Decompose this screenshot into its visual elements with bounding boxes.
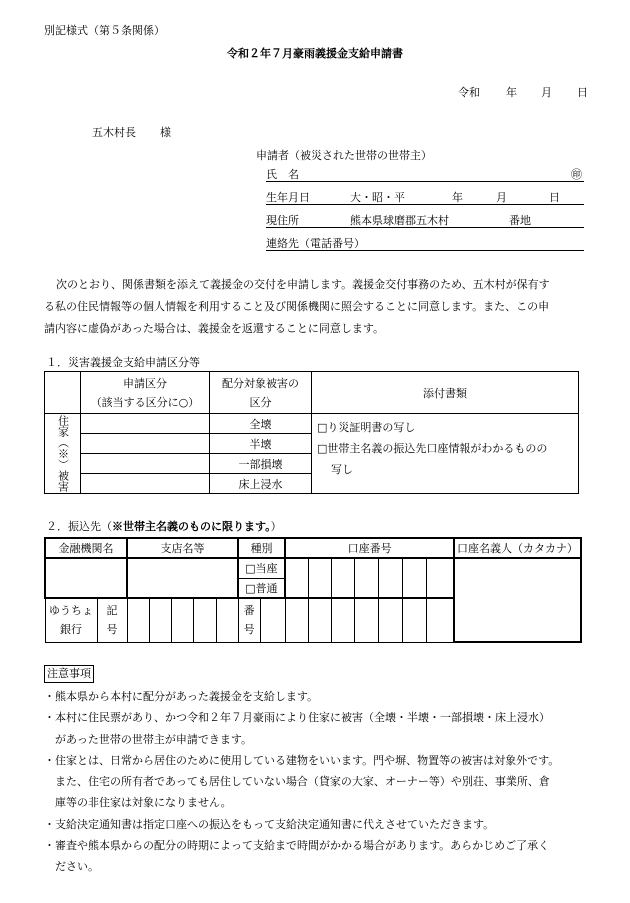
apply-category-title: 申請区分 [123, 376, 167, 390]
apply-cell-half-destruction[interactable] [81, 434, 210, 454]
date-month-label: 月 [541, 86, 552, 99]
damage-category-subtitle: 区分 [249, 395, 272, 409]
attachment-bank-info-cont: 写し [331, 463, 353, 476]
bank-account-table [44, 537, 455, 643]
apply-cell-full-destruction[interactable] [81, 414, 210, 434]
bank-name-header: 金融機関名 [45, 538, 127, 558]
note-line: ・本村に住民票があり、かつ令和２年７月豪雨により住家に被害（全壊・半壊・一部損壊・床上浸水） [44, 711, 550, 725]
yucho-number-label [238, 598, 260, 642]
yucho-symbol-label [97, 598, 127, 642]
apply-cell-flooding[interactable] [81, 474, 210, 494]
section2-heading [46, 518, 282, 534]
yucho-number-digit-7[interactable] [402, 598, 426, 642]
yucho-number-digit-5[interactable] [354, 598, 378, 642]
header-blank-cell [45, 372, 81, 414]
intro-paragraph [44, 274, 550, 340]
address-value: 熊本県球磨郡五木村 [350, 214, 449, 227]
apply-cell-partial-damage[interactable] [81, 454, 210, 474]
notes-heading: 注意事項 [44, 665, 94, 683]
account-digit-3[interactable] [331, 558, 354, 598]
account-holder-header: 口座名義人（カタカナ） [454, 538, 581, 558]
yucho-bank-label [45, 598, 97, 642]
damage-type-full: 全壊 [210, 414, 312, 434]
application-category-table [44, 371, 579, 494]
account-digit-1[interactable] [285, 558, 308, 598]
damage-type-flood: 床上浸水 [210, 474, 312, 494]
account-number-header: 口座番号 [285, 538, 454, 558]
address-field[interactable] [266, 210, 584, 228]
account-type-header: 種別 [238, 538, 285, 558]
attachment-bank-info[interactable]: □世帯主名義の振込先口座情報がわかるものの [317, 442, 548, 455]
phone-field[interactable] [266, 233, 584, 251]
account-type-current[interactable]: □当座 [238, 558, 285, 578]
apply-category-header [81, 372, 210, 414]
section2-heading-emphasis: ※世帯主名義のものに限ります。 [112, 520, 271, 533]
kigo-line2: 号 [106, 623, 118, 637]
branch-name-header: 支店名等 [127, 538, 238, 558]
section2-heading-prefix: ２．振込先（ [46, 520, 112, 533]
kigo-line1: 記 [106, 604, 118, 618]
account-holder-table [453, 537, 582, 643]
address-label: 現住所 [266, 214, 299, 227]
intro-line: 請内容に虚偽があった場合は、義援金を返還することに同意します。 [44, 322, 385, 335]
yucho-symbol-digit-3[interactable] [171, 598, 193, 642]
birthdate-label: 生年月日 [266, 191, 310, 204]
bank-name-input[interactable] [45, 558, 127, 598]
birthdate-day-label: 日 [549, 191, 560, 204]
damage-category-header [210, 372, 312, 414]
yucho-symbol-digit-1[interactable] [127, 598, 149, 642]
birthdate-month-label: 月 [496, 191, 507, 204]
birthdate-year-label: 年 [452, 191, 463, 204]
yucho-symbol-digit-4[interactable] [193, 598, 216, 642]
seal-mark: ㊞ [571, 168, 582, 181]
damage-type-half: 半壊 [210, 434, 312, 454]
intro-line: 次のとおり、関係書類を添えて義援金の交付を申請します。義援金交付事務のため、五木村が保有す [56, 278, 550, 291]
phone-label: 連絡先（電話番号） [266, 237, 365, 250]
birthdate-field[interactable] [266, 187, 584, 205]
account-digit-7[interactable] [426, 558, 454, 598]
date-era: 令和 [458, 86, 480, 99]
yucho-number-digit-6[interactable] [378, 598, 402, 642]
applicant-heading: 申請者（被災された世帯の世帯主） [256, 149, 432, 162]
damage-category-title: 配分対象被害の [222, 376, 299, 390]
damage-type-partial: 一部損壊 [210, 454, 312, 474]
page-title: 令和２年７月豪雨義援金支給申請書 [227, 47, 403, 60]
yucho-symbol-digit-5[interactable] [216, 598, 238, 642]
intro-line: る私の住民情報等の個人情報を利用すること及び関係機関に照会することに同意します。また、この申 [44, 300, 550, 313]
applicant-name-label: 氏 名 [266, 168, 299, 181]
section2-heading-suffix: ） [270, 520, 282, 533]
account-digit-6[interactable] [402, 558, 426, 598]
date-day-label: 日 [577, 86, 588, 99]
note-line: ・熊本県から本村に配分があった義援金を支給します。 [44, 690, 319, 703]
yucho-number-digit-1[interactable] [260, 598, 285, 642]
yucho-symbol-digit-2[interactable] [149, 598, 171, 642]
apply-category-note: （該当する区分に○） [90, 395, 200, 409]
note-line: があった世帯の世帯主が申請できます。 [44, 732, 253, 746]
notes-list [44, 686, 559, 878]
addressee-honorific: 様 [160, 126, 171, 139]
yucho-label-line1: ゆうちょ [49, 604, 93, 618]
account-type-savings[interactable]: □普通 [238, 578, 285, 598]
account-holder-input[interactable] [454, 558, 581, 642]
bango-line2: 号 [243, 623, 255, 637]
note-line: ださい。 [44, 860, 99, 874]
yucho-number-digit-8[interactable] [426, 598, 454, 642]
form-reference: 別記様式（第５条関係） [44, 24, 165, 37]
yucho-number-digit-2[interactable] [285, 598, 308, 642]
note-line: 庫等の非住家は対象になりません。 [44, 796, 232, 810]
note-line: ・審査や熊本県からの配分の時期によって支給まで時間がかかる場合があります。あらかじめご了承く [44, 839, 550, 853]
yucho-label-line2: 銀行 [60, 623, 82, 637]
note-line: ・住家とは、日常から居住のために使用している建物をいいます。門や塀、物置等の被害は対象外です。 [44, 753, 560, 767]
account-digit-5[interactable] [378, 558, 402, 598]
note-line: また、住宅の所有者であっても居住していない場合（貸家の大家、オーナー等）や別荘、事業所、倉 [44, 775, 550, 789]
bango-line1: 番 [243, 604, 255, 618]
yucho-number-digit-3[interactable] [308, 598, 331, 642]
account-digit-4[interactable] [354, 558, 378, 598]
address-suffix: 番地 [509, 214, 531, 227]
housing-damage-label: 住家（※）被害 [56, 415, 70, 492]
account-digit-2[interactable] [308, 558, 331, 598]
branch-name-input[interactable] [127, 558, 238, 598]
attachments-cell [312, 414, 579, 494]
attachment-disaster-certificate[interactable]: □り災証明書の写し [317, 421, 416, 434]
date-year-label: 年 [506, 86, 517, 99]
applicant-name-field[interactable] [266, 164, 584, 182]
yucho-number-digit-4[interactable] [331, 598, 354, 642]
housing-damage-group [45, 414, 81, 494]
attachments-header: 添付書類 [312, 372, 579, 414]
section1-heading: １．災害義援金支給申請区分等 [46, 356, 200, 369]
addressee-name: 五木村長 [92, 126, 136, 139]
birthdate-eras: 大・昭・平 [350, 191, 405, 204]
note-line: ・支給決定通知書は指定口座への振込をもって支給決定通知書に代えさせていただきます。 [44, 817, 495, 831]
